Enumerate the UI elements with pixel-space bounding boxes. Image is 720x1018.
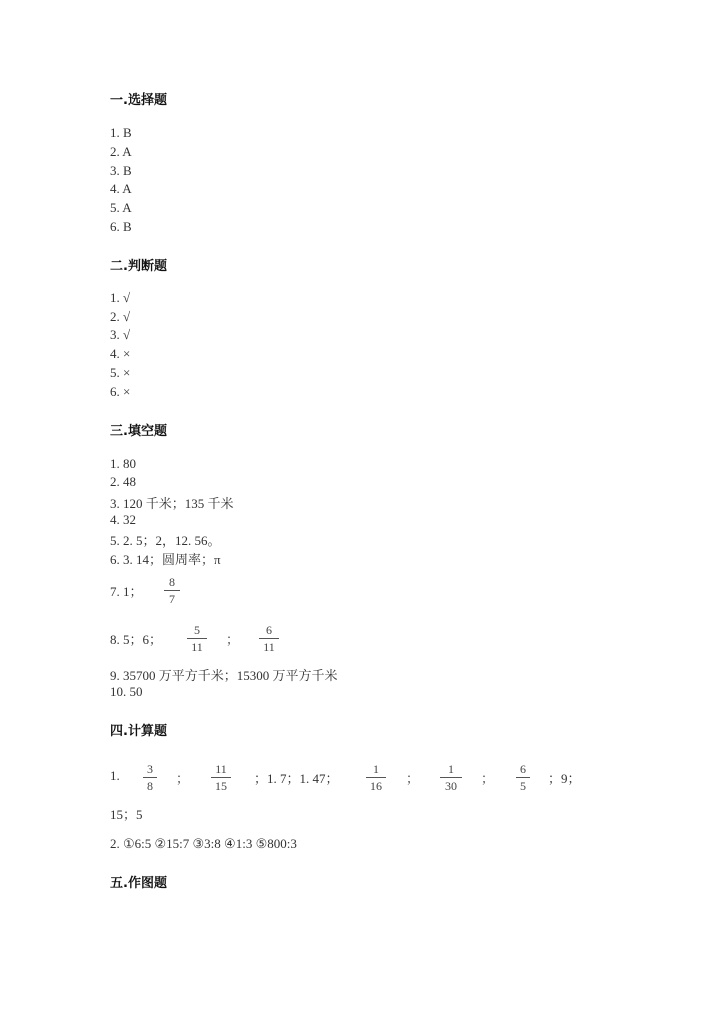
section-title-draw: 五.作图题: [110, 876, 167, 891]
fraction: [259, 623, 279, 654]
section-title-calc: 四.计算题: [110, 724, 167, 739]
section-title-fill: 三.填空题: [110, 424, 167, 439]
answer-item: 4. A: [110, 181, 132, 196]
fraction-denominator: 30: [445, 779, 457, 793]
answer-item: 1. √: [110, 290, 131, 305]
fraction-numerator: 6: [266, 623, 272, 637]
section-title-choice: 一.选择题: [110, 93, 167, 108]
answer-item: 5. ×: [110, 365, 131, 380]
answer-item: 6. ×: [110, 384, 131, 399]
fraction-numerator: 6: [520, 762, 526, 776]
fraction-bar: [211, 777, 231, 778]
fraction-bar: [440, 777, 462, 778]
answer-item: 2. A: [110, 144, 132, 159]
fraction-denominator: 15: [215, 779, 227, 793]
fraction-denominator: 8: [147, 779, 153, 793]
fraction-bar: [366, 777, 386, 778]
fraction: [187, 623, 207, 654]
fraction-numerator: 5: [194, 623, 200, 637]
separator: ；: [226, 632, 240, 647]
answer-item-prefix: 7. 1；: [110, 584, 143, 599]
answer-item: 5. 2. 5；2，12. 56。: [110, 533, 221, 548]
fraction-bar: [516, 777, 530, 778]
fraction-denominator: 16: [370, 779, 382, 793]
answer-item: 4. ×: [110, 346, 131, 361]
fraction-bar: [143, 777, 157, 778]
fraction-bar: [187, 638, 207, 639]
fraction-denominator: 5: [520, 779, 526, 793]
answer-item: 2. 48: [110, 474, 136, 489]
answer-item: 9. 35700 万平方千米；15300 万平方千米: [110, 668, 338, 683]
calc-values-tail: ；9；: [548, 771, 581, 786]
fraction-denominator: 11: [191, 640, 203, 654]
separator: ；: [176, 771, 190, 786]
fraction: [516, 762, 530, 793]
fraction-numerator: 1: [373, 762, 379, 776]
answer-item: 3. √: [110, 327, 131, 342]
fraction-numerator: 11: [215, 762, 227, 776]
fraction: [366, 762, 386, 793]
answer-item-prefix: 8. 5；6；: [110, 632, 163, 647]
fraction-denominator: 11: [263, 640, 275, 654]
answer-item: 6. B: [110, 219, 132, 234]
fraction-bar: [164, 590, 180, 591]
calc-values: ；1. 7；1. 47；: [254, 771, 339, 786]
fraction-numerator: 8: [169, 575, 175, 589]
calc-row-ratios: 2. ①6:5 ②15:7 ③3:8 ④1:3 ⑤800:3: [110, 836, 297, 851]
fraction: [440, 762, 462, 793]
answer-item: 3. 120 千米；135 千米: [110, 496, 234, 511]
calc-row-continuation: 15；5: [110, 807, 143, 822]
answer-item: 2. √: [110, 309, 131, 324]
answer-item: 6. 3. 14；圆周率；π: [110, 552, 221, 567]
fraction: [164, 575, 180, 606]
separator: ；: [481, 771, 495, 786]
separator: ；: [406, 771, 420, 786]
answer-item: 10. 50: [110, 684, 143, 699]
answer-item: 3. B: [110, 163, 132, 178]
fraction-bar: [259, 638, 279, 639]
fraction: [143, 762, 157, 793]
fraction-numerator: 1: [448, 762, 454, 776]
answer-item: 4. 32: [110, 512, 136, 527]
calc-row-label: 1.: [110, 768, 120, 783]
fraction: [211, 762, 231, 793]
answer-item: 1. B: [110, 125, 132, 140]
fraction-denominator: 7: [169, 592, 175, 606]
answer-item: 5. A: [110, 200, 132, 215]
answer-item: 1. 80: [110, 456, 136, 471]
fraction-numerator: 3: [147, 762, 153, 776]
section-title-judge: 二.判断题: [110, 259, 167, 274]
